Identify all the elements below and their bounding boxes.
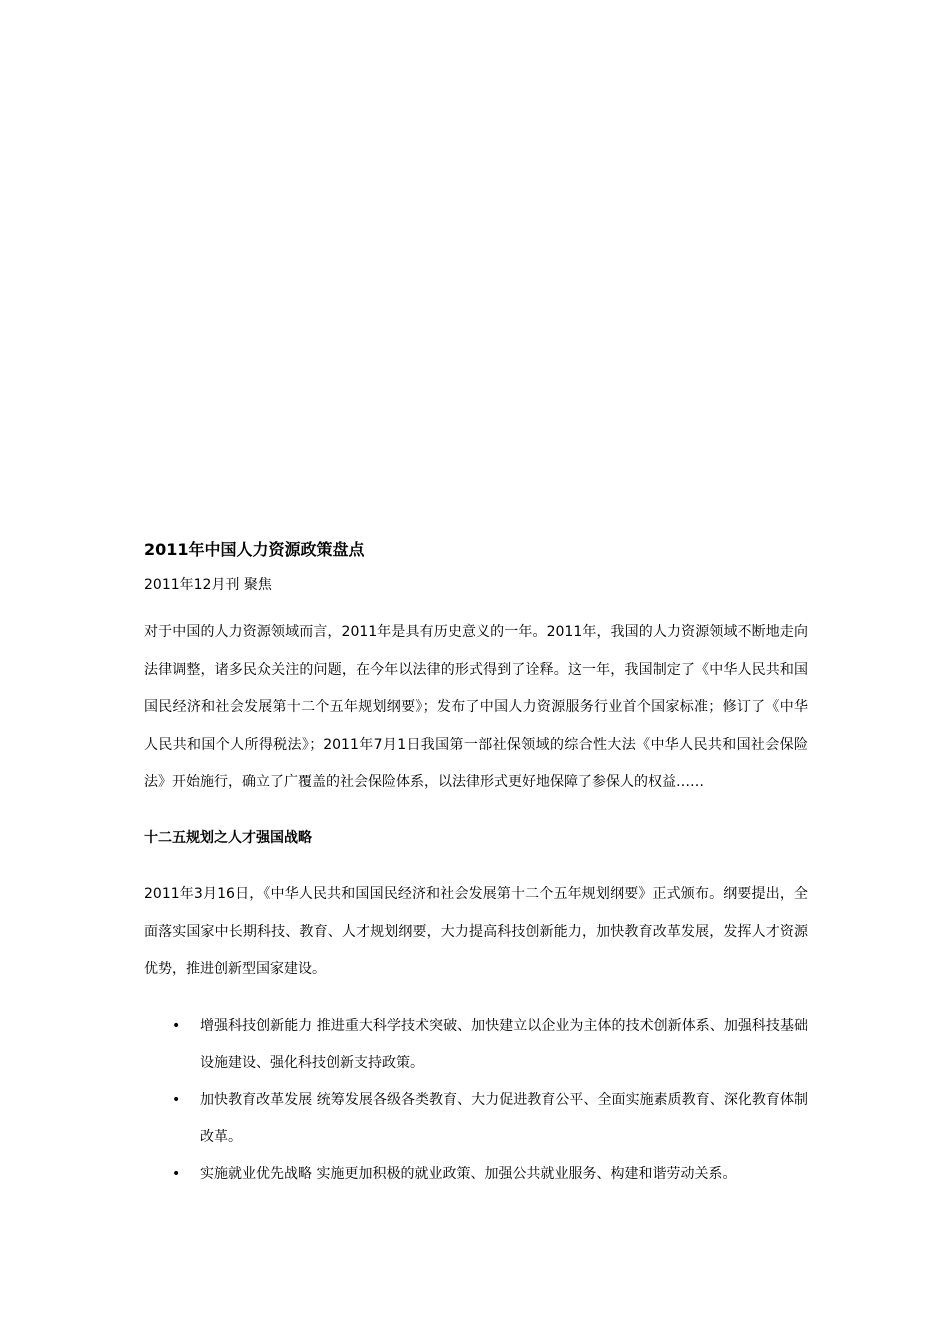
list-item	[0, 1082, 950, 1156]
list-item-text: 加快教育改革发展 统筹发展各级各类教育、大力促进教育公平、全面实施素质教育、深化教育体制改革。	[200, 1092, 808, 1145]
list-item-text: 实施就业优先战略 实施更加积极的就业政策、加强公共就业服务、构建和谐劳动关系。	[200, 1166, 737, 1182]
issue-line: 2011年12月刊 聚焦	[144, 577, 272, 593]
bullet-icon: •	[172, 1092, 181, 1108]
bullet-icon: •	[172, 1166, 181, 1182]
list-item	[0, 1008, 950, 1082]
bullet-list	[0, 1008, 950, 1193]
list-item-text: 增强科技创新能力 推进重大科学技术突破、加快建立以企业为主体的技术创新体系、加强科技基础设施建设、强化科技创新支持政策。	[200, 1018, 808, 1071]
bullet-icon: •	[172, 1018, 181, 1034]
section-paragraph: 2011年3月16日，《中华人民共和国国民经济和社会发展第十二个五年规划纲要》正式颁布。纲要提出，全面落实国家中长期科技、教育、人才规划纲要，大力提高科技创新能力，加快教育改革发展，发挥人才资源优势，推进创新型国家建设。	[144, 886, 808, 977]
section-heading: 十二五规划之人才强国战略	[144, 830, 312, 846]
list-item	[0, 1156, 950, 1193]
document-title: 2011年中国人力资源政策盘点	[144, 540, 365, 559]
intro-paragraph: 对于中国的人力资源领域而言，2011年是具有历史意义的一年。2011年，我国的人力资源领域不断地走向法律调整，诸多民众关注的问题，在今年以法律的形式得到了诠释。这一年，我国制定了《中华人民共和国国民经济和社会发展第十二个五年规划纲要》；发布了中国人力资源服务行业首个国家标准；修订了《中华人民共和国个人所得税法》；2011年7月1日我国第一部社保领域的综合性大法《中华人民共和国社会保险法》开始施行，确立了广覆盖的社会保险体系，以法律形式更好地保障了参保人的权益……	[144, 624, 808, 790]
